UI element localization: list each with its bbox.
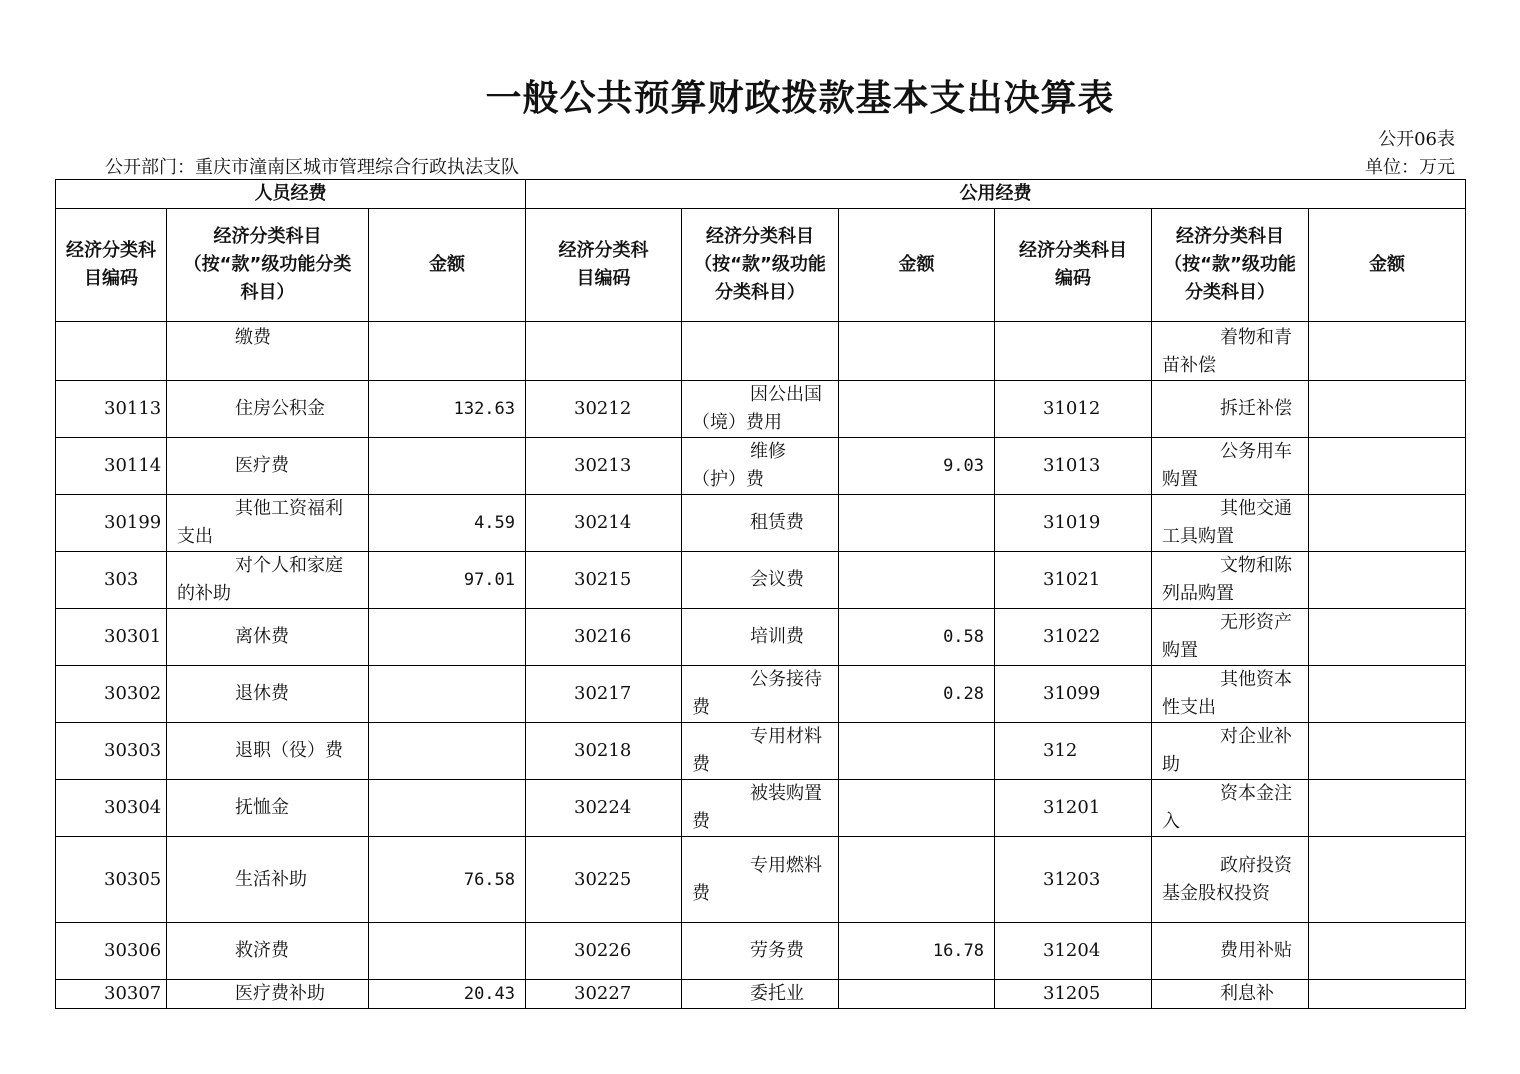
- unit-label: 单位：万元: [1365, 157, 1455, 178]
- cell-code-2: 30215: [526, 552, 682, 609]
- cell-name-1: 离休费: [167, 609, 369, 666]
- group-personnel: 人员经费: [56, 180, 526, 209]
- cell-code-1: 30306: [56, 923, 167, 980]
- cell-code-3: 312: [995, 723, 1152, 780]
- cell-amount-1: [369, 666, 526, 723]
- table-code: 公开06表: [1378, 129, 1455, 150]
- cell-name-2: 专用材料费: [682, 723, 839, 780]
- cell-code-1: 30302: [56, 666, 167, 723]
- department-label: 公开部门：重庆市潼南区城市管理综合行政执法支队: [105, 157, 519, 178]
- cell-code-3: 31022: [995, 609, 1152, 666]
- cell-amount-1: [369, 438, 526, 495]
- cell-amount-2: [839, 495, 995, 552]
- cell-code-3: 31021: [995, 552, 1152, 609]
- cell-code-2: 30225: [526, 837, 682, 923]
- cell-name-3: 文物和陈列品购置: [1152, 552, 1309, 609]
- cell-amount-2: [839, 780, 995, 837]
- cell-amount-1: 76.58: [369, 837, 526, 923]
- cell-name-2: 培训费: [682, 609, 839, 666]
- cell-name-3: 无形资产购置: [1152, 609, 1309, 666]
- table-row: [56, 723, 1466, 780]
- cell-code-2: 30218: [526, 723, 682, 780]
- cell-amount-3: [1309, 381, 1466, 438]
- cell-name-1: 对个人和家庭的补助: [167, 552, 369, 609]
- cell-code-2: 30214: [526, 495, 682, 552]
- cell-name-2: 会议费: [682, 552, 839, 609]
- cell-name-3: 资本金注入: [1152, 780, 1309, 837]
- cell-code-3: [995, 322, 1152, 381]
- cell-code-3: 31205: [995, 980, 1152, 1009]
- cell-name-1: 退休费: [167, 666, 369, 723]
- cell-amount-1: 20.43: [369, 980, 526, 1009]
- cell-code-1: 30304: [56, 780, 167, 837]
- cell-code-1: 30305: [56, 837, 167, 923]
- cell-code-3: 31204: [995, 923, 1152, 980]
- cell-code-2: 30224: [526, 780, 682, 837]
- cell-code-1: 30303: [56, 723, 167, 780]
- cell-amount-2: [839, 381, 995, 438]
- table-row: [56, 837, 1466, 923]
- table-row: [56, 381, 1466, 438]
- cell-amount-2: [839, 552, 995, 609]
- header-name-1: 经济分类科目（按“款”级功能分类科目）: [167, 209, 369, 322]
- cell-code-2: 30216: [526, 609, 682, 666]
- cell-amount-2: [839, 723, 995, 780]
- cell-amount-1: [369, 322, 526, 381]
- cell-amount-3: [1309, 322, 1466, 381]
- cell-amount-1: 4.59: [369, 495, 526, 552]
- cell-name-3: 其他交通工具购置: [1152, 495, 1309, 552]
- cell-code-3: 31013: [995, 438, 1152, 495]
- header-amount-2: 金额: [839, 209, 995, 322]
- cell-code-1: 30113: [56, 381, 167, 438]
- cell-amount-3: [1309, 438, 1466, 495]
- cell-code-1: 30199: [56, 495, 167, 552]
- cell-amount-1: [369, 780, 526, 837]
- cell-code-1: 30307: [56, 980, 167, 1009]
- cell-amount-3: [1309, 923, 1466, 980]
- cell-amount-1: [369, 923, 526, 980]
- cell-amount-2: [839, 322, 995, 381]
- cell-name-1: 其他工资福利支出: [167, 495, 369, 552]
- cell-amount-3: [1309, 780, 1466, 837]
- cell-amount-3: [1309, 495, 1466, 552]
- cell-amount-1: 97.01: [369, 552, 526, 609]
- cell-amount-2: 0.28: [839, 666, 995, 723]
- cell-code-3: 31012: [995, 381, 1152, 438]
- cell-amount-3: [1309, 552, 1466, 609]
- cell-code-1: 30301: [56, 609, 167, 666]
- expenditure-table: [55, 179, 1466, 1009]
- cell-amount-2: 0.58: [839, 609, 995, 666]
- cell-name-1: 缴费: [167, 322, 369, 381]
- table-row: [56, 438, 1466, 495]
- cell-name-3: 公务用车购置: [1152, 438, 1309, 495]
- header-name-2: 经济分类科目（按“款”级功能分类科目）: [682, 209, 839, 322]
- cell-amount-1: [369, 609, 526, 666]
- cell-amount-3: [1309, 837, 1466, 923]
- cell-amount-3: [1309, 980, 1466, 1009]
- table-row: [56, 780, 1466, 837]
- cell-code-3: 31099: [995, 666, 1152, 723]
- cell-name-2: 维修（护）费: [682, 438, 839, 495]
- header-code-3: 经济分类科目编码: [995, 209, 1152, 322]
- cell-name-1: 生活补助: [167, 837, 369, 923]
- cell-code-2: 30213: [526, 438, 682, 495]
- cell-name-1: 医疗费补助: [167, 980, 369, 1009]
- cell-name-2: 委托业: [682, 980, 839, 1009]
- header-amount-3: 金额: [1309, 209, 1466, 322]
- cell-code-2: 30212: [526, 381, 682, 438]
- table-row: [56, 923, 1466, 980]
- cell-name-2: 公务接待费: [682, 666, 839, 723]
- cell-code-3: 31203: [995, 837, 1152, 923]
- cell-name-1: 医疗费: [167, 438, 369, 495]
- cell-name-3: 其他资本性支出: [1152, 666, 1309, 723]
- cell-name-3: 利息补: [1152, 980, 1309, 1009]
- cell-name-2: 专用燃料费: [682, 837, 839, 923]
- cell-code-1: 303: [56, 552, 167, 609]
- header-code-1: 经济分类科目编码: [56, 209, 167, 322]
- cell-code-2: 30217: [526, 666, 682, 723]
- cell-name-1: 住房公积金: [167, 381, 369, 438]
- table-row: [56, 495, 1466, 552]
- header-amount-1: 金额: [369, 209, 526, 322]
- cell-amount-2: 9.03: [839, 438, 995, 495]
- cell-name-1: 救济费: [167, 923, 369, 980]
- cell-amount-2: 16.78: [839, 923, 995, 980]
- cell-name-2: [682, 322, 839, 381]
- cell-name-2: 租赁费: [682, 495, 839, 552]
- cell-name-3: 费用补贴: [1152, 923, 1309, 980]
- page-title: 一般公共预算财政拨款基本支出决算表: [485, 78, 1115, 119]
- cell-name-2: 劳务费: [682, 923, 839, 980]
- cell-amount-1: [369, 723, 526, 780]
- cell-name-3: 拆迁补偿: [1152, 381, 1309, 438]
- cell-code-2: 30226: [526, 923, 682, 980]
- header-name-3: 经济分类科目（按“款”级功能分类科目）: [1152, 209, 1309, 322]
- cell-code-2: [526, 322, 682, 381]
- cell-amount-2: [839, 980, 995, 1009]
- cell-amount-1: 132.63: [369, 381, 526, 438]
- cell-amount-3: [1309, 666, 1466, 723]
- cell-code-2: 30227: [526, 980, 682, 1009]
- table-row: [56, 980, 1466, 1009]
- cell-name-2: 被装购置费: [682, 780, 839, 837]
- cell-code-3: 31019: [995, 495, 1152, 552]
- group-public: 公用经费: [526, 180, 1466, 209]
- cell-name-1: 抚恤金: [167, 780, 369, 837]
- cell-name-3: 政府投资基金股权投资: [1152, 837, 1309, 923]
- table-row: [56, 322, 1466, 381]
- cell-amount-3: [1309, 723, 1466, 780]
- cell-name-3: 对企业补助: [1152, 723, 1309, 780]
- cell-name-3: 着物和青苗补偿: [1152, 322, 1309, 381]
- header-code-2: 经济分类科目编码: [526, 209, 682, 322]
- cell-amount-3: [1309, 609, 1466, 666]
- cell-code-3: 31201: [995, 780, 1152, 837]
- cell-code-1: 30114: [56, 438, 167, 495]
- table-row: [56, 552, 1466, 609]
- table-row: [56, 609, 1466, 666]
- cell-code-1: [56, 322, 167, 381]
- cell-amount-2: [839, 837, 995, 923]
- table-row: [56, 666, 1466, 723]
- cell-name-1: 退职（役）费: [167, 723, 369, 780]
- cell-name-2: 因公出国（境）费用: [682, 381, 839, 438]
